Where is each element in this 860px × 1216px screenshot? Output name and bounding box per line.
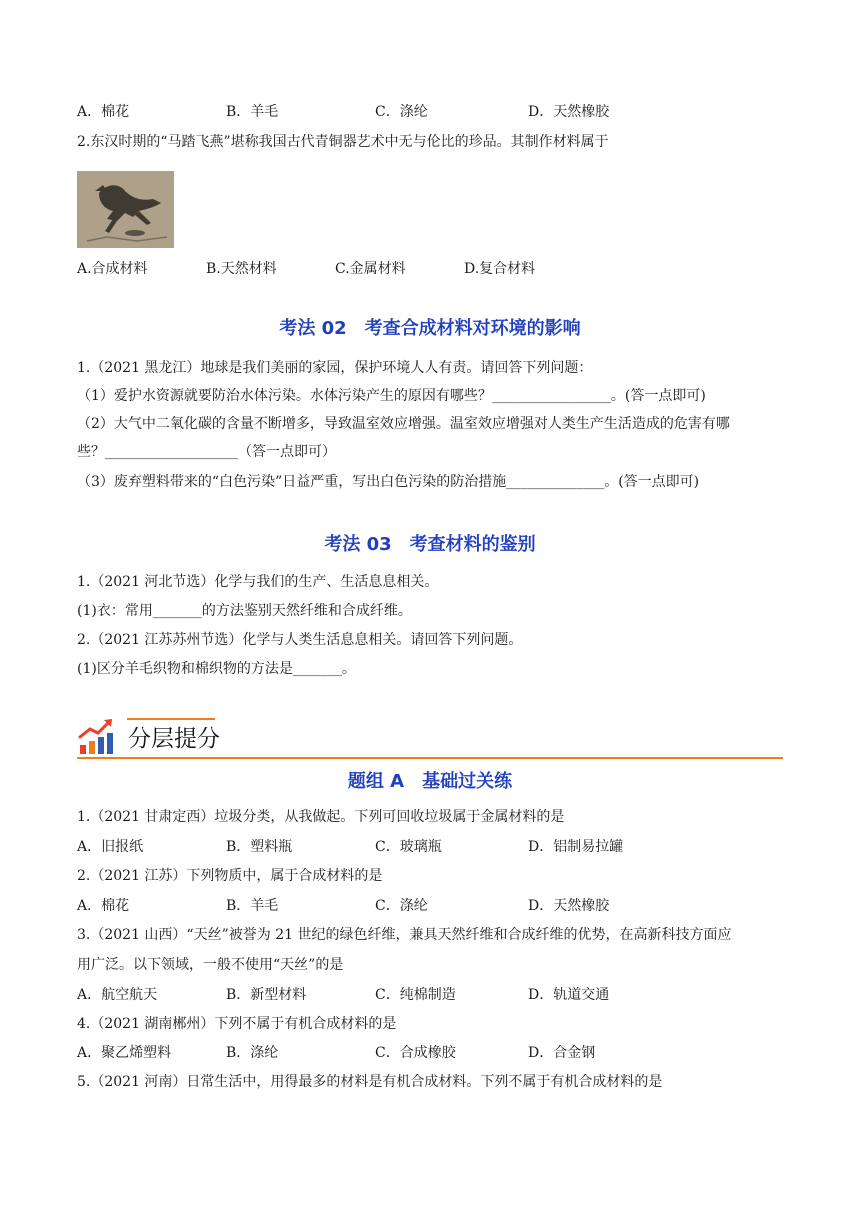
banner-title: 分层提分 xyxy=(128,726,220,752)
option-d: D.复合材料 xyxy=(464,261,536,277)
question-stem: 4.（2021 湖南郴州）下列不属于有机合成材料的是 xyxy=(77,1016,397,1032)
option-c: C．涤纶 xyxy=(375,898,428,914)
section-title: 考法 03 考查材料的鉴别 xyxy=(324,534,536,555)
option-d: D．合金钢 xyxy=(528,1045,596,1061)
question-stem: 1.（2021 甘肃定西）垃圾分类，从我做起。下列可回收垃圾属于金属材料的是 xyxy=(77,809,565,825)
option-c: C．合成橡胶 xyxy=(375,1045,456,1061)
option-a: A．航空航天 xyxy=(77,987,158,1003)
option-a: A．棉花 xyxy=(77,898,130,914)
option-row xyxy=(77,102,777,122)
option-row xyxy=(77,1043,777,1063)
option-a: A．聚乙烯塑料 xyxy=(77,1045,172,1061)
question-stem: 1.（2021 黑龙江）地球是我们美丽的家园，保护环境人人有责。请回答下列问题： xyxy=(77,360,593,376)
option-b: B．羊毛 xyxy=(226,104,279,120)
sub-question: （3）废弃塑料带来的“白色污染”日益严重，写出白色污染的防治措施______________。(答一点即可) xyxy=(77,474,700,490)
question-stem: 2.（2021 江苏苏州节选）化学与人类生活息息相关。请回答下列问题。 xyxy=(77,632,523,648)
option-c: C．涤纶 xyxy=(375,104,428,120)
sub-question: （2）大气中二氧化碳的含量不断增多，导致温室效应增强。温室效应增强对人类生产生活造成的危害有哪 xyxy=(77,416,730,432)
option-d: D．轨道交通 xyxy=(528,987,610,1003)
option-b: B．塑料瓶 xyxy=(226,839,293,855)
question-stem: 2.（2021 江苏）下列物质中，属于合成材料的是 xyxy=(77,868,383,884)
option-row xyxy=(77,896,777,916)
question-stem: 2.东汉时期的“马踏飞燕”堪称我国古代青铜器艺术中无与伦比的珍品。其制作材料属于 xyxy=(77,134,609,150)
bronze-horse-image xyxy=(77,171,174,248)
sub-question: (1)衣：常用_______的方法鉴别天然纤维和合成纤维。 xyxy=(77,603,412,619)
option-d: D．天然橡胶 xyxy=(528,898,610,914)
option-b: B．新型材料 xyxy=(226,987,307,1003)
question-stem: 3.（2021 山西）“天丝”被誉为 21 世纪的绿色纤维，兼具天然纤维和合成纤维的优势，在高新科技方面应 xyxy=(77,927,732,943)
option-c: C.金属材料 xyxy=(335,261,406,277)
sub-question: (1)区分羊毛织物和棉织物的方法是_______。 xyxy=(77,661,356,677)
option-a: A．棉花 xyxy=(77,104,130,120)
banner-accent xyxy=(127,718,215,720)
option-c: C．纯棉制造 xyxy=(375,987,456,1003)
banner-divider xyxy=(77,757,783,759)
option-row xyxy=(77,985,777,1005)
option-b: B．羊毛 xyxy=(226,898,279,914)
option-a: A.合成材料 xyxy=(77,261,148,277)
option-d: D．天然橡胶 xyxy=(528,104,610,120)
option-b: B.天然材料 xyxy=(206,261,277,277)
question-stem-continued: 用广泛。以下领域，一般不使用“天丝”的是 xyxy=(77,957,344,973)
sub-question-continued: 些？___________________（答一点即可） xyxy=(77,444,336,460)
option-b: B．涤纶 xyxy=(226,1045,279,1061)
option-row xyxy=(77,259,777,279)
option-c: C．玻璃瓶 xyxy=(375,839,442,855)
sub-question: （1）爱护水资源就要防治水体污染。水体污染产生的原因有哪些？_________________。(答一点即可) xyxy=(77,388,706,404)
group-title: 题组 A 基础过关练 xyxy=(347,771,513,792)
bar-chart-growth-icon xyxy=(78,717,118,755)
option-a: A．旧报纸 xyxy=(77,839,144,855)
question-stem: 1.（2021 河北节选）化学与我们的生产、生活息息相关。 xyxy=(77,574,439,590)
question-stem: 5.（2021 河南）日常生活中，用得最多的材料是有机合成材料。下列不属于有机合成材料的是 xyxy=(77,1074,663,1090)
section-title: 考法 02 考查合成材料对环境的影响 xyxy=(279,318,581,339)
option-d: D．铝制易拉罐 xyxy=(528,839,624,855)
option-row xyxy=(77,837,777,857)
